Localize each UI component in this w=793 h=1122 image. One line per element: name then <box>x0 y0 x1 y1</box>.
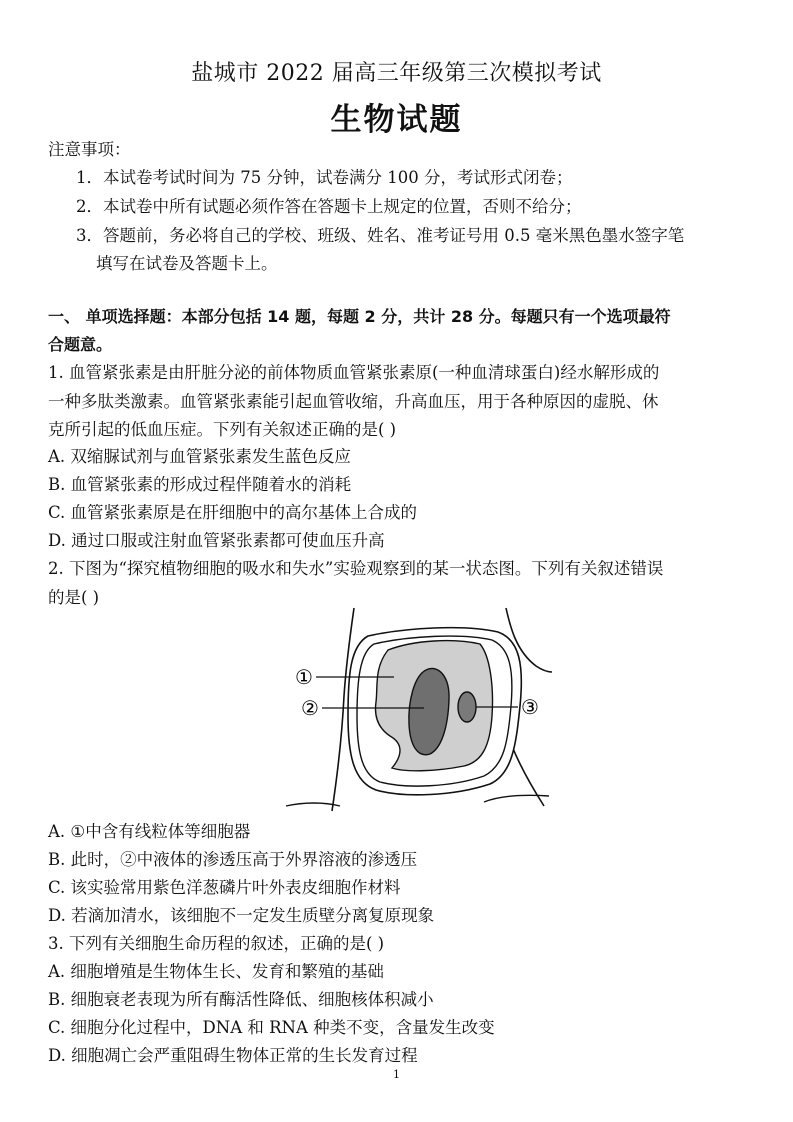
figure-label-2: ② <box>301 696 319 720</box>
question-stem: 3. 下列有关细胞生命历程的叙述，正确的是( ) <box>48 934 385 953</box>
question-stem: 的是( ) <box>48 588 100 607</box>
figure-label-1: ① <box>295 665 313 689</box>
option-d: D. 通过口服或注射血管紧张素都可使血压升高 <box>48 531 385 550</box>
notice-item: 1．本试卷考试时间为 75 分钟，试卷满分 100 分，考试形式闭卷； <box>76 168 573 187</box>
cell-wall-line <box>512 746 544 806</box>
plant-cell-figure <box>284 606 554 816</box>
question-stem: 1. 血管紧张素是由肝脏分泌的前体物质血管紧张素原(一种血清球蛋白)经水解形成的 <box>48 363 660 382</box>
question-stem: 克所引起的低血压症。下列有关叙述正确的是( ) <box>48 420 397 439</box>
question-stem: 一种多肽类激素。血管紧张素能引起血管收缩，升高血压，用于各种原因的虚脱、休 <box>48 392 659 411</box>
option-c: C. 该实验常用紫色洋葱磷片叶外表皮细胞作材料 <box>48 878 401 897</box>
subject-title: 生物试题 <box>330 102 463 138</box>
option-c: C. 细胞分化过程中，DNA 和 RNA 种类不变，含量发生改变 <box>48 1018 495 1037</box>
option-d: D. 若滴加清水，该细胞不一定发生质壁分离复原现象 <box>48 906 435 925</box>
figure-label-3: ③ <box>521 695 539 719</box>
option-b: B. 血管紧张素的形成过程伴随着水的消耗 <box>48 475 352 494</box>
page-number: 1 <box>393 1068 400 1081</box>
section-heading-cont: 合题意。 <box>48 335 113 354</box>
exam-title: 盐城市 2022 届高三年级第三次模拟考试 <box>191 61 602 86</box>
nucleus <box>458 692 476 722</box>
cell-wall-line <box>286 803 340 806</box>
option-a: A. 细胞增殖是生物体生长、发育和繁殖的基础 <box>48 962 384 981</box>
notice-item: 3．答题前，务必将自己的学校、班级、姓名、准考证号用 0.5 毫米黑色墨水签字笔 <box>76 226 685 245</box>
option-c: C. 血管紧张素原是在肝细胞中的高尔基体上合成的 <box>48 503 418 522</box>
option-b: B. 细胞衰老表现为所有酶活性降低、细胞核体积减小 <box>48 990 434 1009</box>
option-a: A. ①中含有线粒体等细胞器 <box>48 822 251 841</box>
section-heading: 一、 单项选择题：本部分包括 14 题，每题 2 分，共计 28 分。每题只有一个选项最符 <box>48 307 671 326</box>
option-a: A. 双缩脲试剂与血管紧张素发生蓝色反应 <box>48 447 351 466</box>
notice-item: 填写在试卷及答题卡上。 <box>96 254 278 273</box>
option-d: D. 细胞凋亡会严重阻碍生物体正常的生长发育过程 <box>48 1046 418 1065</box>
question-stem: 2. 下图为“探究植物细胞的吸水和失水”实验观察到的某一状态图。下列有关叙述错误 <box>48 559 664 578</box>
option-b: B. 此时，②中液体的渗透压高于外界溶液的渗透压 <box>48 850 418 869</box>
notice-heading: 注意事项： <box>48 140 131 159</box>
notice-item: 2．本试卷中所有试题必须作答在答题卡上规定的位置，否则不给分； <box>76 197 582 216</box>
